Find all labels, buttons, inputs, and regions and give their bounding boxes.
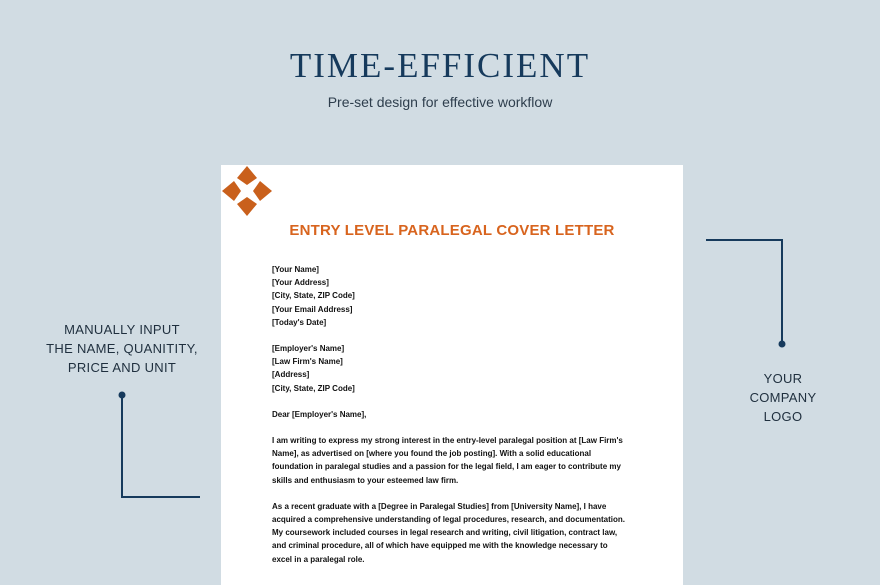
paragraph-line: My coursework included courses in legal research and writing, civil litigation, contract law, — [272, 528, 618, 538]
paragraph-1 — [272, 434, 637, 487]
paragraph-line: I am writing to express my strong interest in the entry-level paralegal position at [Law Firm's — [272, 436, 623, 446]
paragraph-line: skills and enthusiasm to your esteemed law firm. — [272, 475, 459, 485]
callout-right-line: LOGO — [763, 409, 803, 424]
sender-block — [272, 263, 637, 329]
paragraph-line: foundation in paralegal studies and a passion for the legal field, I am eager to contribute my — [272, 462, 621, 472]
recipient-line: [Employer's Name] — [272, 344, 345, 354]
paragraph-2 — [272, 500, 637, 566]
sender-line: [Your Address] — [272, 278, 329, 288]
salutation — [272, 408, 637, 421]
company-logo-icon — [221, 165, 273, 217]
callout-right-line: COMPANY — [749, 390, 817, 405]
recipient-line: [Law Firm's Name] — [272, 357, 343, 367]
recipient-line: [City, State, ZIP Code] — [272, 383, 355, 393]
recipient-line: [Address] — [272, 370, 310, 380]
page-headline: TIME-EFFICIENT — [289, 46, 591, 85]
sender-line: [Today's Date] — [272, 317, 327, 327]
salutation-line: Dear [Employer's Name], — [272, 409, 367, 419]
callout-right-line: YOUR — [763, 371, 803, 386]
document-title: ENTRY LEVEL PARALEGAL COVER LETTER — [289, 222, 615, 239]
callout-left-line: THE NAME, QUANITITY, — [46, 341, 198, 356]
paragraph-line: As a recent graduate with a [Degree in Paralegal Studies] from [University Name], I have — [272, 501, 607, 511]
page-subheadline: Pre-set design for effective workflow — [327, 94, 553, 110]
letter-body — [272, 263, 637, 579]
paragraph-line: excel in a paralegal role. — [272, 554, 365, 564]
paragraph-line: acquired a comprehensive understanding of legal procedures, research, and documentation. — [272, 515, 625, 525]
sender-line: [Your Email Address] — [272, 304, 353, 314]
callout-left-line: MANUALLY INPUT — [64, 322, 180, 337]
recipient-block — [272, 342, 637, 395]
paragraph-line: and criminal procedure, all of which have equipped me with the knowledge necessary to — [272, 541, 608, 551]
sender-line: [City, State, ZIP Code] — [272, 291, 355, 301]
cover-letter-preview — [221, 165, 683, 585]
left-connector — [119, 392, 201, 498]
sender-line: [Your Name] — [272, 265, 319, 274]
callout-left-line: PRICE AND UNIT — [67, 360, 177, 375]
paragraph-line: Name], as advertised on [where you found the job posting]. With a solid educational — [272, 449, 592, 459]
right-connector — [706, 240, 786, 348]
